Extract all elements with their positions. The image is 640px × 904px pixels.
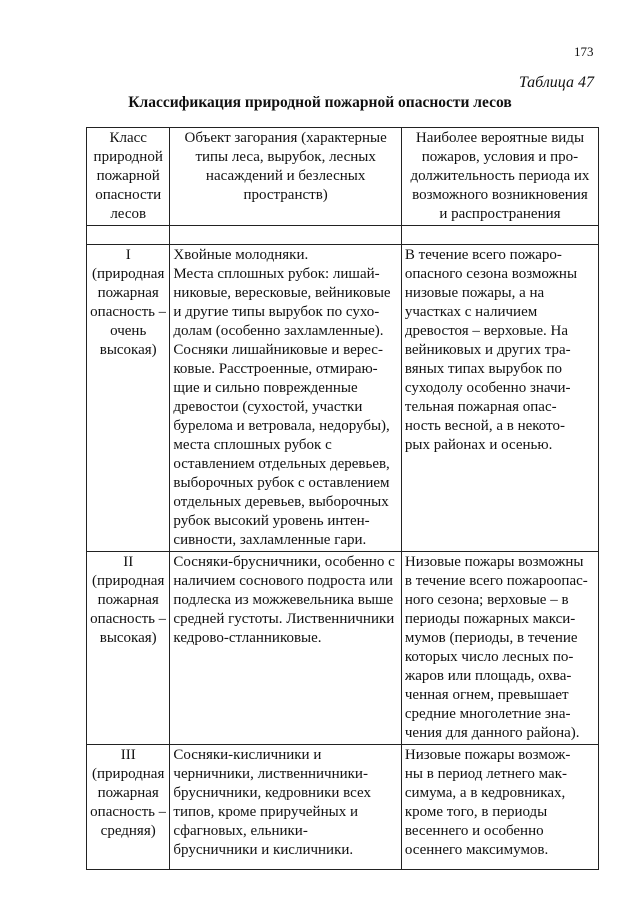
text-line: бурелома и ветровала, недорубы), bbox=[173, 418, 390, 434]
text-line: тельная пожарная опас- bbox=[404, 399, 557, 415]
table-row bbox=[87, 245, 599, 552]
text-line: вяных типах вырубок по bbox=[404, 361, 563, 377]
text-line: типов, кроме приручейных и bbox=[173, 804, 358, 820]
text-line: высокая) bbox=[99, 630, 157, 646]
text-line: (природная bbox=[92, 266, 165, 282]
text-line: симума, а в кедровниках, bbox=[404, 785, 566, 801]
object-cell bbox=[170, 552, 401, 745]
text-line: Места сплошных рубок: лишай- bbox=[173, 266, 380, 282]
classification-table bbox=[86, 127, 599, 870]
page-number: 173 bbox=[574, 44, 594, 59]
text-line: щие и сильно поврежденные bbox=[173, 380, 358, 396]
text-line: места сплошных рубок с bbox=[173, 437, 332, 453]
table-title: Классификация природной пожарной опасности лесов bbox=[128, 94, 512, 111]
text-line: пожарной bbox=[96, 168, 160, 184]
class-cell bbox=[87, 552, 170, 745]
text-line: опасность – bbox=[90, 804, 167, 820]
text-line: вейниковых и других тра- bbox=[404, 342, 571, 358]
text-line: Сосняки-брусничники, особенно с bbox=[173, 554, 395, 570]
text-line: лесов bbox=[110, 206, 147, 222]
text-line: насаждений и безлесных bbox=[205, 168, 366, 184]
header-object bbox=[170, 128, 401, 226]
object-cell bbox=[170, 745, 401, 870]
text-line: пожарная bbox=[97, 785, 159, 801]
text-line: пожаров, условия и про- bbox=[421, 149, 579, 165]
text-line: пожарная bbox=[97, 285, 159, 301]
text-line: участках с наличием bbox=[404, 304, 538, 320]
text-line: сивности, захламленные гари. bbox=[173, 532, 367, 548]
text-line: должительность периода их bbox=[410, 168, 590, 184]
text-line: природной bbox=[93, 149, 163, 165]
text-line: опасность – bbox=[90, 611, 167, 627]
table-row bbox=[87, 745, 599, 870]
text-line: ность весной, а в некото- bbox=[404, 418, 565, 434]
text-line: очень bbox=[110, 323, 147, 339]
text-line: древостоя – верховые. На bbox=[404, 323, 569, 339]
text-line: древостои (сухостой, участки bbox=[173, 399, 363, 415]
text-line: суходолу особенно значи- bbox=[404, 380, 571, 396]
text-line: Хвойные молодняки. bbox=[173, 247, 309, 263]
text-line: которых число лесных по- bbox=[404, 649, 574, 665]
text-line: Класс bbox=[109, 130, 147, 146]
text-line: оставлением отдельных деревьев, bbox=[173, 456, 390, 472]
text-line: низовые пожары, а на bbox=[404, 285, 545, 301]
text-line: типы леса, вырубок, лесных bbox=[195, 149, 376, 165]
text-line: никовые, вересковые, вейниковые bbox=[173, 285, 391, 301]
text-line: брусничники, кедровники всех bbox=[173, 785, 371, 801]
text-line: Сосняки лишайниковые и верес- bbox=[173, 342, 383, 358]
class-cell bbox=[87, 245, 170, 552]
text-line: выборочных рубок с оставлением bbox=[173, 475, 390, 491]
table-header-row bbox=[87, 128, 599, 226]
text-line: весеннего и особенно bbox=[404, 823, 544, 839]
text-line: Сосняки-кисличники и bbox=[173, 747, 322, 763]
text-line: кедрово-стланниковые. bbox=[173, 630, 322, 646]
text-line: Низовые пожары возмож- bbox=[404, 747, 571, 763]
text-line: мумов (периоды, в течение bbox=[404, 630, 578, 646]
text-line: жаров или площадь, охва- bbox=[404, 668, 572, 684]
text-line: возможного возникновения bbox=[412, 187, 588, 203]
text-line: опасность – bbox=[90, 304, 167, 320]
text-line: I bbox=[125, 247, 131, 263]
text-line: отдельных деревьев, выборочных bbox=[173, 494, 389, 510]
text-line: рых районах и осенью. bbox=[404, 437, 553, 453]
text-line: в течение всего пожароопас- bbox=[404, 573, 588, 589]
text-line: Низовые пожары возможны bbox=[404, 554, 584, 570]
text-line: чения для данного района). bbox=[404, 725, 580, 741]
text-line: средняя) bbox=[100, 823, 156, 839]
text-line: и распространения bbox=[439, 206, 561, 222]
text-line: ченная огнем, превышает bbox=[404, 687, 569, 703]
text-line: II bbox=[123, 554, 134, 570]
header-class bbox=[87, 128, 170, 226]
fires-cell bbox=[401, 552, 598, 745]
text-line: III bbox=[120, 747, 136, 763]
text-line: опасного сезона возможны bbox=[404, 266, 578, 282]
header-fires bbox=[401, 128, 598, 226]
text-line: В течение всего пожаро- bbox=[404, 247, 562, 263]
text-line: периоды пожарных макси- bbox=[404, 611, 576, 627]
text-line: пожарная bbox=[97, 592, 159, 608]
text-line: долам (особенно захламленные). bbox=[173, 323, 384, 339]
text-line: Наиболее вероятные виды bbox=[415, 130, 585, 146]
text-line: сфагновых, ельники- bbox=[173, 823, 308, 839]
table-row bbox=[87, 552, 599, 745]
text-line: кроме того, в периоды bbox=[404, 804, 548, 820]
text-line: (природная bbox=[92, 766, 165, 782]
text-line: высокая) bbox=[99, 342, 157, 358]
class-cell bbox=[87, 745, 170, 870]
text-line: и другие типы вырубок по сухо- bbox=[173, 304, 380, 320]
text-line: ковые. Расстроенные, отмираю- bbox=[173, 361, 378, 377]
text-line: брусничники и кисличники. bbox=[173, 842, 354, 858]
fires-cell bbox=[401, 245, 598, 552]
text-line: пространств) bbox=[243, 187, 328, 203]
text-line: ны в период летнего мак- bbox=[404, 766, 567, 782]
table-label: Таблица 47 bbox=[518, 74, 594, 91]
text-line: черничники, лиственничники- bbox=[173, 766, 368, 782]
text-line: средние многолетние зна- bbox=[404, 706, 571, 722]
text-line: осеннего максимумов. bbox=[404, 842, 549, 858]
text-line: Объект загорания (характерные bbox=[184, 130, 387, 146]
spacer-row bbox=[87, 226, 599, 245]
text-line: наличием соснового подроста или bbox=[173, 573, 393, 589]
text-line: ного сезона; верховые – в bbox=[404, 592, 569, 608]
text-line: подлеска из можжевельника выше bbox=[173, 592, 394, 608]
text-line: опасности bbox=[95, 187, 162, 203]
fires-cell bbox=[401, 745, 598, 870]
text-line: (природная bbox=[92, 573, 165, 589]
text-line: средней густоты. Лиственничники bbox=[173, 611, 395, 627]
text-line: рубок высокий уровень интен- bbox=[173, 513, 370, 529]
object-cell bbox=[170, 245, 401, 552]
